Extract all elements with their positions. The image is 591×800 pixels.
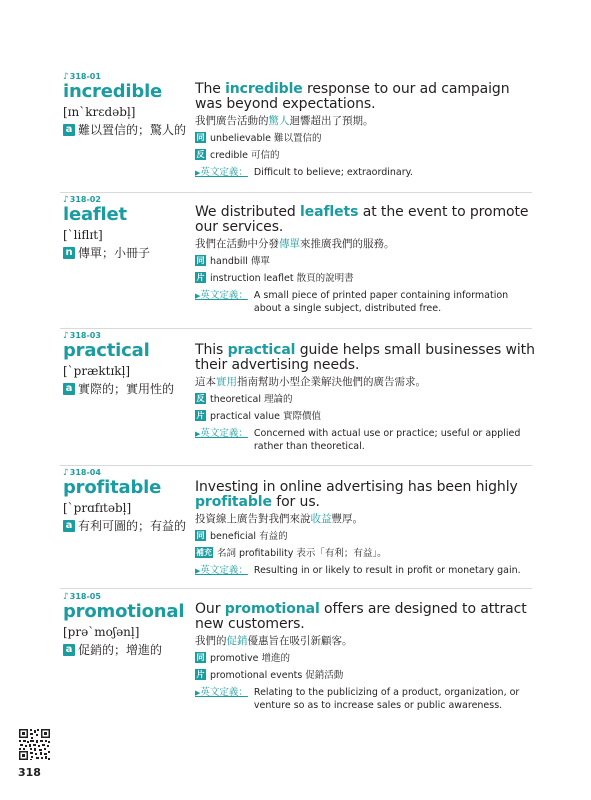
- definition-text: Concerned with actual use or practice; useful or applied rather than theoretical.: [253, 428, 521, 452]
- english-definition-row: [195, 289, 535, 315]
- definition-label-text: 英文定義：: [200, 167, 248, 178]
- triangle-bullet-icon: ▶: [195, 292, 201, 300]
- entry-right-column: [195, 480, 535, 578]
- pos-badge: a: [63, 383, 75, 395]
- related-word-row: [195, 669, 535, 682]
- related-tag: 同: [196, 133, 205, 142]
- chinese-meaning: 傳單；小冊子: [78, 246, 151, 260]
- entry-left-column: [63, 331, 195, 397]
- chinese-meaning: 難以置信的；驚人的: [78, 123, 187, 137]
- entry-left-column: [63, 592, 195, 658]
- related-word-row: [195, 393, 535, 406]
- part-of-speech: [63, 245, 195, 261]
- related-tag: 反: [196, 150, 205, 159]
- entry-left-column: [63, 468, 195, 534]
- music-note-icon: ♪: [63, 468, 69, 478]
- translation-text: 迴響超出了預期。: [289, 115, 374, 127]
- chinese-translation: [195, 114, 535, 128]
- example-sentence: [195, 480, 535, 510]
- chinese-translation: [195, 375, 535, 389]
- audio-track-number: 318-03: [69, 331, 101, 340]
- related-text: 名詞 profitability 表示「有利；有益」。: [217, 548, 387, 559]
- translation-text: 這本: [195, 376, 216, 388]
- related-word-row: [195, 272, 535, 285]
- sentence-keyword: incredible: [225, 81, 303, 97]
- entry-left-column: [63, 195, 195, 261]
- entry-right-column: [195, 602, 535, 712]
- chinese-translation: [195, 634, 535, 648]
- audio-track-number: 318-02: [69, 195, 101, 204]
- audio-track-number: 318-01: [69, 72, 101, 81]
- triangle-bullet-icon: ▶: [195, 430, 201, 438]
- related-text: credible 可信的: [210, 150, 280, 161]
- headword: leaflet: [63, 204, 127, 225]
- page-number: 318: [18, 766, 41, 779]
- related-text: instruction leaflet 散頁的說明書: [210, 273, 354, 284]
- part-of-speech: [63, 518, 195, 534]
- sentence-text: at the event to promote our services.: [195, 204, 529, 235]
- triangle-bullet-icon: ▶: [195, 567, 201, 575]
- related-tag: 同: [196, 653, 205, 662]
- chinese-translation: [195, 512, 535, 526]
- sentence-text: guide helps small businesses with their advertising needs.: [195, 342, 535, 373]
- translation-keyword: 收益: [310, 513, 332, 525]
- sentence-keyword: practical: [227, 342, 296, 358]
- translation-text: 來推廣我們的服務。: [300, 238, 395, 250]
- related-text: practical value 實際價值: [210, 411, 322, 422]
- english-definition-row: [195, 564, 535, 578]
- vocab-entry: [60, 195, 532, 329]
- definition-text: A small piece of printed paper containing information about a single subject, distributed free.: [253, 290, 509, 314]
- related-tag: 同: [196, 531, 205, 540]
- translation-keyword: 促銷: [226, 635, 248, 647]
- pos-badge: a: [63, 124, 75, 136]
- example-sentence: [195, 82, 535, 112]
- english-definition-row: [195, 427, 535, 453]
- part-of-speech: [63, 381, 195, 397]
- triangle-bullet-icon: ▶: [195, 689, 201, 697]
- example-sentence: [195, 602, 535, 632]
- audio-track-number: 318-05: [69, 592, 101, 601]
- sentence-text: Investing in online advertising has been highly: [195, 479, 518, 495]
- translation-text: 指南幫助小型企業解決他們的廣告需求。: [237, 376, 426, 388]
- related-text: handbill 傳單: [210, 256, 270, 267]
- definition-label: [195, 289, 248, 303]
- example-sentence: [195, 205, 535, 235]
- related-text: beneficial 有益的: [210, 531, 288, 542]
- related-word-row: [195, 255, 535, 268]
- pos-badge: a: [63, 644, 75, 656]
- definition-text: Resulting in or likely to result in profit or monetary gain.: [253, 565, 521, 576]
- sentence-text: This: [195, 342, 228, 358]
- sentence-text: for us.: [271, 494, 320, 510]
- definition-label-text: 英文定義：: [200, 290, 248, 301]
- headword: incredible: [63, 81, 163, 102]
- related-tag: 補充: [196, 548, 212, 557]
- vocab-entry: [60, 468, 532, 589]
- translation-text: 投資線上廣告對我們來說: [195, 513, 311, 525]
- related-tag: 反: [196, 394, 205, 403]
- music-note-icon: ♪: [63, 195, 69, 205]
- part-of-speech: [63, 642, 195, 658]
- definition-text: Relating to the publicizing of a product, organization, or venture so as to increase sales or public awareness.: [253, 687, 520, 711]
- entry-right-column: [195, 82, 535, 180]
- phonetic: [ˋliflɪt]: [63, 228, 103, 242]
- sentence-keyword: leaflets: [300, 204, 359, 220]
- english-definition-row: [195, 686, 535, 712]
- related-tag: 片: [196, 273, 205, 282]
- music-note-icon: ♪: [63, 592, 69, 602]
- related-word-row: [195, 149, 535, 162]
- phonetic: [ˋprɑfɪtəbl̩]: [63, 501, 132, 515]
- definition-label-text: 英文定義：: [200, 565, 248, 576]
- related-tag: 片: [196, 411, 205, 420]
- chinese-meaning: 實際的；實用性的: [78, 382, 175, 396]
- sentence-text: Our: [195, 601, 225, 617]
- related-word-row: [195, 530, 535, 543]
- related-text: promotive 增進的: [210, 653, 290, 664]
- chinese-meaning: 促銷的；增進的: [78, 643, 163, 657]
- entry-right-column: [195, 205, 535, 315]
- music-note-icon: ♪: [63, 72, 69, 82]
- chinese-meaning: 有利可圖的；有益的: [78, 519, 187, 533]
- entry-right-column: [195, 343, 535, 453]
- related-tag: 同: [196, 256, 205, 265]
- vocab-entry: [60, 72, 532, 193]
- translation-keyword: 實用: [216, 376, 237, 388]
- definition-label-text: 英文定義：: [200, 687, 248, 698]
- part-of-speech: [63, 122, 195, 138]
- phonetic: [ɪnˋkrɛdəbl̩]: [63, 105, 136, 119]
- entry-left-column: [63, 72, 195, 138]
- headword: promotional: [63, 601, 185, 622]
- translation-text: 我們廣告活動的: [195, 115, 269, 127]
- related-text: promotional events 促銷活動: [210, 670, 344, 681]
- definition-label: [195, 564, 248, 578]
- sentence-keyword: profitable: [195, 494, 272, 510]
- translation-text: 我們在活動中分發: [195, 238, 279, 250]
- qr-code-icon[interactable]: [18, 728, 51, 761]
- related-word-row: [195, 132, 535, 145]
- related-text: unbelievable 難以置信的: [210, 133, 322, 144]
- definition-label: [195, 166, 248, 180]
- sentence-keyword: promotional: [224, 601, 320, 617]
- related-text: theoretical 理論的: [210, 394, 293, 405]
- pos-badge: n: [63, 247, 75, 259]
- related-word-row: [195, 547, 535, 560]
- related-word-row: [195, 652, 535, 665]
- translation-text: 優惠旨在吸引新顧客。: [247, 635, 353, 647]
- triangle-bullet-icon: ▶: [195, 169, 201, 177]
- audio-track-number: 318-04: [69, 468, 101, 477]
- english-definition-row: [195, 166, 535, 180]
- vocab-entry: [60, 331, 535, 466]
- translation-text: 豐厚。: [331, 513, 363, 525]
- sentence-text: The: [195, 81, 226, 97]
- chinese-translation: [195, 237, 535, 251]
- related-word-row: [195, 410, 535, 423]
- pos-badge: a: [63, 520, 75, 532]
- definition-text: Difficult to believe; extraordinary.: [253, 167, 413, 178]
- sentence-text: We distributed: [195, 204, 300, 220]
- translation-text: 我們的: [195, 635, 227, 647]
- headword: profitable: [63, 477, 162, 498]
- sentence-text: response to our ad campaign was beyond expectations.: [195, 81, 510, 112]
- headword: practical: [63, 340, 150, 361]
- definition-label: [195, 686, 248, 700]
- definition-label-text: 英文定義：: [200, 428, 248, 439]
- phonetic: [ˋpræktɪkl̩]: [63, 364, 131, 378]
- translation-keyword: 驚人: [268, 115, 290, 127]
- sentence-text: offers are designed to attract new customers.: [195, 601, 527, 632]
- translation-keyword: 傳單: [279, 238, 300, 250]
- related-tag: 片: [196, 670, 205, 679]
- phonetic: [prəˋmoʃənl̩]: [63, 625, 140, 639]
- vocab-entry: [60, 592, 532, 722]
- example-sentence: [195, 343, 535, 373]
- definition-label: [195, 427, 248, 441]
- music-note-icon: ♪: [63, 331, 69, 341]
